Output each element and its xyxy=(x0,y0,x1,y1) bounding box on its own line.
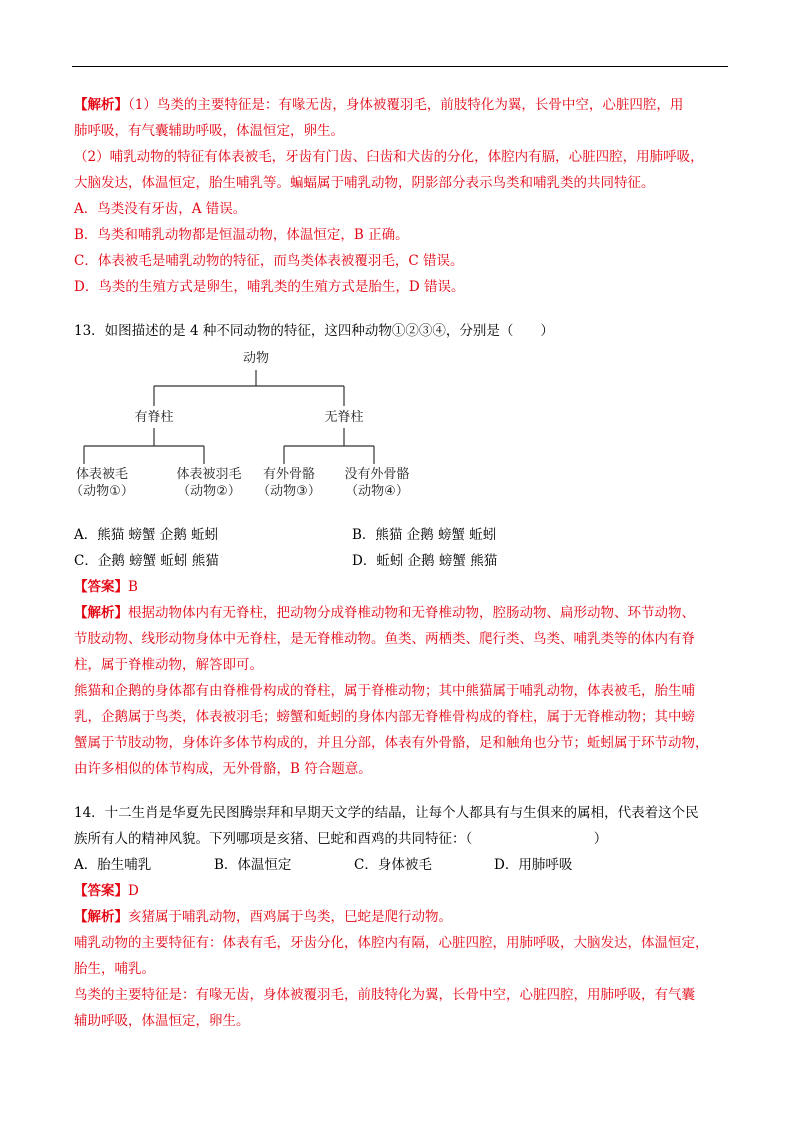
analysis-line: A．鸟类没有牙齿，A 错误。 xyxy=(74,201,247,217)
answer-label: 【答案】 xyxy=(74,883,128,899)
analysis-line: B．鸟类和哺乳动物都是恒温动物，体温恒定，B 正确。 xyxy=(74,227,409,243)
option-b[interactable]: B．熊猫 企鹅 螃蟹 蚯蚓 xyxy=(352,527,497,543)
question-stem: 族所有人的精神风貌。下列哪项是亥猪、巳蛇和酉鸡的共同特征：（ ） xyxy=(74,831,608,847)
answer-label: 【答案】 xyxy=(74,579,128,595)
options-row xyxy=(74,548,730,574)
header-rule xyxy=(72,66,728,67)
analysis-line: 由许多相似的体节构成，无外骨骼，B 符合题意。 xyxy=(74,761,372,777)
classification-diagram xyxy=(70,348,534,516)
analysis-label: 【解析】 xyxy=(74,605,128,621)
analysis-line: 辅助呼吸，体温恒定，卵生。 xyxy=(74,1013,250,1029)
analysis-line: 肺呼吸，有气囊辅助呼吸，体温恒定，卵生。 xyxy=(74,123,344,139)
analysis-line: 乳，企鹅属于鸟类，体表被羽毛；螃蟹和蚯蚓的身体内部无脊椎骨构成的脊柱，属于无脊椎动物；其中螃 xyxy=(74,709,695,725)
analysis-line: （2）哺乳动物的特征有体表被毛，牙齿有门齿、臼齿和犬齿的分化，体腔内有膈，心脏四腔，用肺呼吸， xyxy=(74,149,704,165)
analysis-line: 熊猫和企鹅的身体都有由脊椎骨构成的脊柱，属于脊椎动物；其中熊猫属于哺乳动物，体表被毛，胎生哺 xyxy=(74,683,695,699)
analysis-line: 蟹属于节肢动物，身体许多体节构成的，并且分部，体表有外骨骼，足和触角也分节；蚯蚓属于环节动物， xyxy=(74,735,709,751)
analysis-line: 柱，属于脊椎动物，解答即可。 xyxy=(74,657,263,673)
previous-analysis xyxy=(74,92,730,300)
question-14 xyxy=(74,800,730,1034)
diagram-leaf-1: 体表被毛 （动物①） xyxy=(70,467,134,499)
analysis-line: 大脑发达，体温恒定，胎生哺乳等。蝙蝠属于哺乳动物，阴影部分表示鸟类和哺乳类的共同特征。 xyxy=(74,175,655,191)
options-row xyxy=(74,522,730,548)
options-row xyxy=(74,852,730,878)
analysis-label: 【解析】 xyxy=(74,909,128,925)
analysis-line: 鸟类的主要特征是：有喙无齿，身体被覆羽毛，前肢特化为翼，长骨中空，心脏四腔，用肺呼吸，有气囊 xyxy=(74,987,695,1003)
option-c[interactable]: C．身体被毛 xyxy=(354,857,432,873)
answer xyxy=(74,574,730,600)
analysis xyxy=(74,904,730,1034)
option-a[interactable]: A．胎生哺乳 xyxy=(74,857,152,873)
analysis-line: 【解析】根据动物体内有无脊柱，把动物分成脊椎动物和无脊椎动物，腔肠动物、扁形动物、环节动物、 xyxy=(74,605,695,621)
analysis-label: 【解析】 xyxy=(74,97,128,113)
option-d[interactable]: D．蚯蚓 企鹅 螃蟹 熊猫 xyxy=(352,553,498,569)
analysis-line: D．鸟类的生殖方式是卵生，哺乳类的生殖方式是胎生，D 错误。 xyxy=(74,279,465,295)
option-a[interactable]: A．熊猫 螃蟹 企鹅 蚯蚓 xyxy=(74,527,219,543)
analysis-line: 【解析】（1）鸟类的主要特征是：有喙无齿，身体被覆羽毛，前肢特化为翼，长骨中空，心脏四腔，用 xyxy=(74,97,684,113)
answer-value: D xyxy=(128,883,139,899)
diagram-leaf-4: 没有外骨骼 （动物④） xyxy=(344,467,410,499)
option-d[interactable]: D．用肺呼吸 xyxy=(494,857,573,873)
analysis-line: C．体表被毛是哺乳动物的特征，而鸟类体表被覆羽毛，C 错误。 xyxy=(74,253,464,269)
diagram-invertebrate: 无脊柱 xyxy=(324,410,364,425)
diagram-vertebrate: 有脊柱 xyxy=(134,410,174,425)
option-b[interactable]: B．体温恒定 xyxy=(214,857,292,873)
diagram-leaf-3: 有外骨骼 （动物③） xyxy=(257,467,321,499)
analysis-line: 节肢动物、线形动物身体中无脊柱，是无脊椎动物。鱼类、两栖类、爬行类、鸟类、哺乳类等的体内有脊 xyxy=(74,631,695,647)
analysis-line: 【解析】亥猪属于哺乳动物，酉鸡属于鸟类，巳蛇是爬行动物。 xyxy=(74,909,452,925)
analysis xyxy=(74,600,730,782)
analysis-line: 胎生，哺乳。 xyxy=(74,961,155,977)
option-c[interactable]: C．企鹅 螃蟹 蚯蚓 熊猫 xyxy=(74,553,219,569)
question-13 xyxy=(70,318,730,782)
answer-value: B xyxy=(128,579,138,595)
analysis-line: 哺乳动物的主要特征有：体表有毛，牙齿分化，体腔内有隔，心脏四腔，用肺呼吸，大脑发达，体温恒定， xyxy=(74,935,709,951)
question-stem: 13．如图描述的是 4 种不同动物的特征，这四种动物①②③④，分别是（ ） xyxy=(74,323,554,339)
page-content xyxy=(70,92,730,1034)
question-stem: 14．十二生肖是华夏先民图腾崇拜和早期天文学的结晶，让每个人都具有与生俱来的属相，代表着这个民 xyxy=(74,805,699,821)
diagram-leaf-2: 体表被羽毛 （动物②） xyxy=(176,467,242,499)
answer xyxy=(74,878,730,904)
diagram-root: 动物 xyxy=(242,351,269,366)
